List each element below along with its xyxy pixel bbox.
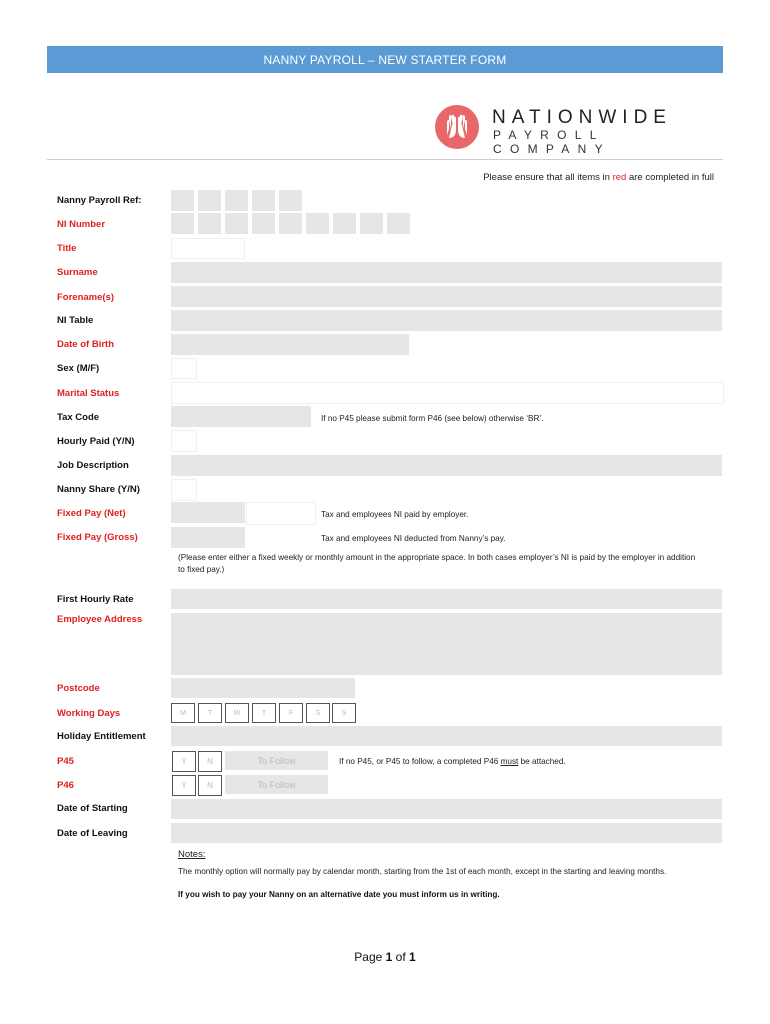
notes-body: The monthly option will normally pay by calendar month, starting from the 1st of each month, except in the starting and leaving months.	[178, 867, 667, 876]
job-description-field[interactable]	[171, 455, 722, 476]
label-employee-address: Employee Address	[57, 614, 143, 625]
working-day-saturday[interactable]: S	[306, 703, 330, 723]
ni-table-field[interactable]	[171, 310, 722, 331]
p45-note-must: must	[500, 757, 519, 766]
p45-to-follow[interactable]: To Follow	[225, 751, 328, 770]
payroll-ref-cell[interactable]	[225, 190, 248, 211]
marital-status-field[interactable]	[171, 382, 724, 404]
label-surname: Surname	[57, 267, 98, 278]
logo-wordmark-bottom: PAYROLL COMPANY	[493, 128, 611, 156]
label-date-of-leaving: Date of Leaving	[57, 828, 128, 839]
label-nanny-share: Nanny Share (Y/N)	[57, 484, 140, 495]
payroll-ref-cell[interactable]	[171, 190, 194, 211]
notes-bold-instruction: If you wish to pay your Nanny on an alternative date you must inform us in writing.	[178, 890, 500, 899]
ni-number-cell[interactable]	[198, 213, 221, 234]
tax-code-note: If no P45 please submit form P46 (see below) otherwise ‘BR’.	[321, 414, 544, 423]
label-p46: P46	[57, 780, 74, 791]
date-of-leaving-field[interactable]	[171, 823, 722, 843]
p46-no-checkbox[interactable]: N	[198, 775, 222, 796]
form-title: NANNY PAYROLL – NEW STARTER FORM	[263, 52, 507, 67]
forenames-field[interactable]	[171, 286, 722, 307]
payroll-ref-cell[interactable]	[198, 190, 221, 211]
label-tax-code: Tax Code	[57, 412, 100, 423]
working-day-friday[interactable]: F	[279, 703, 303, 723]
ni-number-cell[interactable]	[306, 213, 329, 234]
working-day-thursday[interactable]: T	[252, 703, 276, 723]
ni-number-cell[interactable]	[333, 213, 356, 234]
fixed-pay-gross-note: Tax and employees NI deducted from Nanny’s pay.	[321, 534, 506, 543]
tax-code-field[interactable]	[171, 406, 311, 427]
employee-address-field[interactable]	[171, 613, 722, 675]
date-of-birth-field[interactable]	[171, 334, 409, 355]
label-postcode: Postcode	[57, 683, 100, 694]
label-fixed-pay-gross: Fixed Pay (Gross)	[57, 532, 138, 543]
page-number: Page 1 of 1	[354, 950, 416, 964]
working-day-sunday[interactable]: S	[332, 703, 356, 723]
p45-note: If no P45, or P45 to follow, a completed P46 must be attached.	[339, 757, 566, 766]
notes-heading: Notes:	[178, 849, 206, 860]
label-ni-number: NI Number	[57, 219, 106, 230]
ni-number-cell[interactable]	[279, 213, 302, 234]
fixed-pay-net-field-monthly[interactable]	[246, 502, 316, 525]
sex-field[interactable]	[171, 358, 197, 379]
fixed-pay-gross-field[interactable]	[171, 527, 245, 548]
label-fixed-pay-net: Fixed Pay (Net)	[57, 508, 126, 519]
payroll-ref-cell[interactable]	[252, 190, 275, 211]
label-holiday-entitlement: Holiday Entitlement	[57, 731, 146, 742]
label-title: Title	[57, 243, 77, 254]
postcode-field[interactable]	[171, 678, 355, 698]
label-ni-table: NI Table	[57, 315, 94, 326]
label-date-of-birth: Date of Birth	[57, 339, 114, 350]
fixed-pay-net-field[interactable]	[171, 502, 245, 523]
page-current: 1	[385, 950, 393, 964]
label-date-of-starting: Date of Starting	[57, 803, 128, 814]
ni-number-cell[interactable]	[252, 213, 275, 234]
payroll-ref-cell[interactable]	[279, 190, 302, 211]
p46-yes-checkbox[interactable]: Y	[172, 775, 196, 796]
label-payroll-ref: Nanny Payroll Ref:	[57, 195, 142, 206]
completion-notice: Please ensure that all items in red are completed in full	[483, 172, 714, 183]
p46-to-follow[interactable]: To Follow	[225, 775, 328, 794]
label-job-description: Job Description	[57, 460, 129, 471]
ni-number-cell[interactable]	[225, 213, 248, 234]
working-day-tuesday[interactable]: T	[198, 703, 222, 723]
label-marital-status: Marital Status	[57, 388, 120, 399]
fixed-pay-net-note: Tax and employees NI paid by employer.	[321, 510, 469, 519]
company-logo	[435, 103, 725, 156]
nanny-share-field[interactable]	[171, 479, 197, 501]
fixed-pay-instructions: (Please enter either a fixed weekly or monthly amount in the appropriate space. In both cases employer’s NI is paid by the employer in addition to fixed pay.)	[178, 553, 696, 574]
label-sex: Sex (M/F)	[57, 363, 100, 374]
label-forenames: Forename(s)	[57, 292, 115, 303]
label-working-days: Working Days	[57, 708, 121, 719]
label-hourly-paid: Hourly Paid (Y/N)	[57, 436, 135, 447]
first-hourly-rate-field[interactable]	[171, 589, 722, 609]
hourly-paid-field[interactable]	[171, 430, 197, 452]
p45-no-checkbox[interactable]: N	[198, 751, 222, 772]
title-field[interactable]	[171, 238, 245, 259]
ni-number-cell[interactable]	[360, 213, 383, 234]
p45-yes-checkbox[interactable]: Y	[172, 751, 196, 772]
divider	[47, 159, 723, 160]
label-p45: P45	[57, 756, 74, 767]
hands-logo-icon	[435, 105, 479, 149]
surname-field[interactable]	[171, 262, 722, 283]
logo-wordmark-top: NATIONWIDE	[492, 107, 672, 128]
red-highlight: red	[612, 172, 627, 183]
ni-number-cell[interactable]	[387, 213, 410, 234]
date-of-starting-field[interactable]	[171, 799, 722, 819]
label-first-hourly-rate: First Hourly Rate	[57, 594, 134, 605]
holiday-entitlement-field[interactable]	[171, 726, 722, 746]
page-total: 1	[409, 950, 416, 964]
ni-number-cell[interactable]	[171, 213, 194, 234]
working-day-wednesday[interactable]: W	[225, 703, 249, 723]
form-title-bar	[47, 46, 723, 73]
working-day-monday[interactable]: M	[171, 703, 195, 723]
